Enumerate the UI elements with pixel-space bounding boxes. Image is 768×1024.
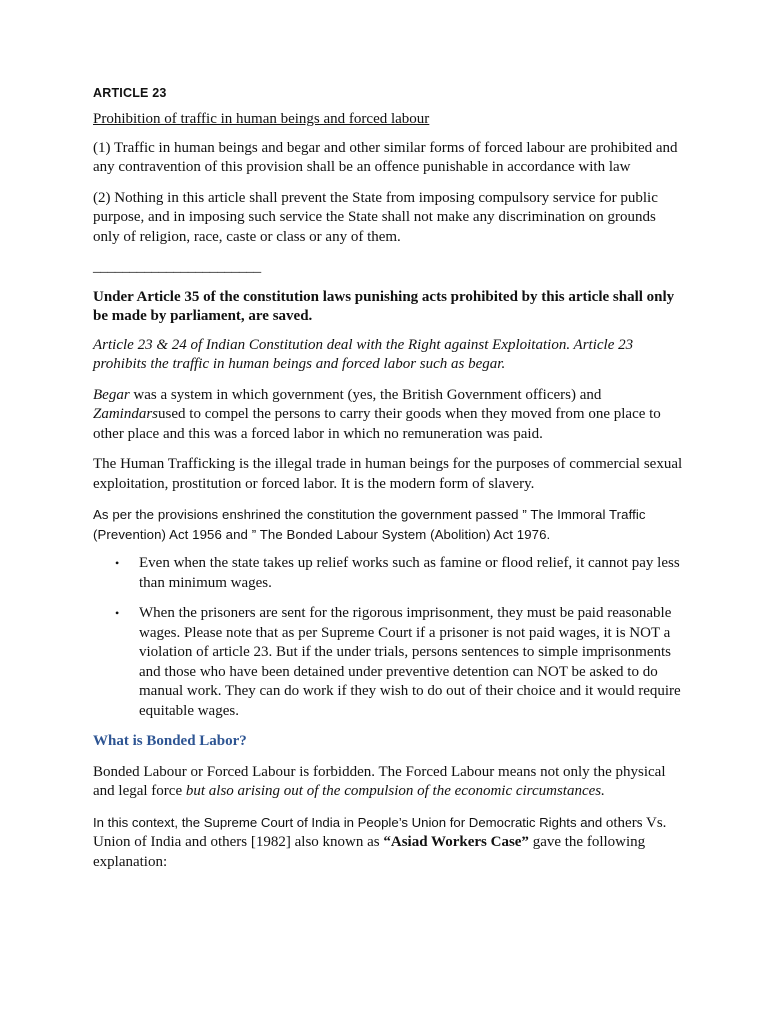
begar-term: Begar [93,386,130,403]
asiad-text-2: others Vs. Union of India and others [1982] also known as [93,814,667,850]
clause-2: (2) Nothing in this article shall prevent the State from imposing compulsory service for public purpose, and in imposing such service the State shall not make any discrimination on grounds only of religion, race, caste or class or any of them. [93,189,658,245]
begar-text-2: used to compel the persons to carry their goods when they moved from one place to other place and this was a forced labor in which no remuneration was paid. [93,406,661,442]
clause-1: (1) Traffic in human beings and begar and other similar forms of forced labour are prohibited and any contravention of this provision shall be an offence punishable in accordance with law [93,139,678,175]
document-page [93,86,683,883]
bonded-labour-paragraph [93,763,683,802]
bullet-text: When the prisoners are sent for the rigorous imprisonment, they must be paid reasonable wages. Please note that as per Supreme Court if a prisoner is not paid wages, it is NOT a violation of article 23. But if the under trials, persons sentences to simple imprisonments and those who have been detained under preventive detention can NOT be asked to do manual work. They can do work if they wish to do out of their choice and it would require equitable wages. [139,605,681,719]
asiad-paragraph [93,813,683,873]
human-trafficking-paragraph: The Human Trafficking is the illegal trade in human beings for the purposes of commercial sexual exploitation, prostitution or forced labor. It is the modern form of slavery. [93,456,683,492]
article-35-note: Under Article 35 of the constitution laws punishing acts prohibited by this article shall only be made by parliament, are saved. [93,288,675,324]
bonded-text: Bonded Labour or Forced Labour is forbidden. The Forced Labour means not only the physical and legal force [93,763,666,799]
bullet-text: Even when the state takes up relief works such as famine or flood relief, it cannot pay less than minimum wages. [139,555,680,591]
bullet-icon: • [115,606,120,620]
asiad-text-3: gave the following explanation: [93,834,646,870]
begar-text-1: was a system in which government (yes, the British Government officers) and [129,386,602,403]
bonded-italic-text: but also arising out of the compulsion of the economic circumstances. [185,783,605,799]
asiad-text-1: In this context, the Supreme Court of India in People’s Union for Democratic Rights and [93,814,606,830]
bullet-icon: • [115,556,120,570]
acts-paragraph: As per the provisions enshrined the constitution the government passed ” The Immoral Traffic (Prevention) Act 1956 and ” The Bonded Labour System (Abolition) Act 1976. [93,507,646,542]
article-heading: ARTICLE 23 [93,86,167,100]
list-item [93,604,683,721]
section-heading: What is Bonded Labor? [93,733,247,749]
list-item [93,554,683,593]
divider-line: _______________________ [93,259,261,275]
article-subtitle: Prohibition of traffic in human beings and forced labour [93,111,430,127]
begar-paragraph [93,386,683,445]
bullet-list [93,554,683,721]
zamindars-term: Zamindars [93,406,159,422]
asiad-case-name: “Asiad Workers Case” [383,834,529,850]
right-against-exploitation-intro: Article 23 & 24 of Indian Constitution deal with the Right against Exploitation. Article 23 prohibits the traffic in human beings and forced labor such as begar. [93,336,634,372]
